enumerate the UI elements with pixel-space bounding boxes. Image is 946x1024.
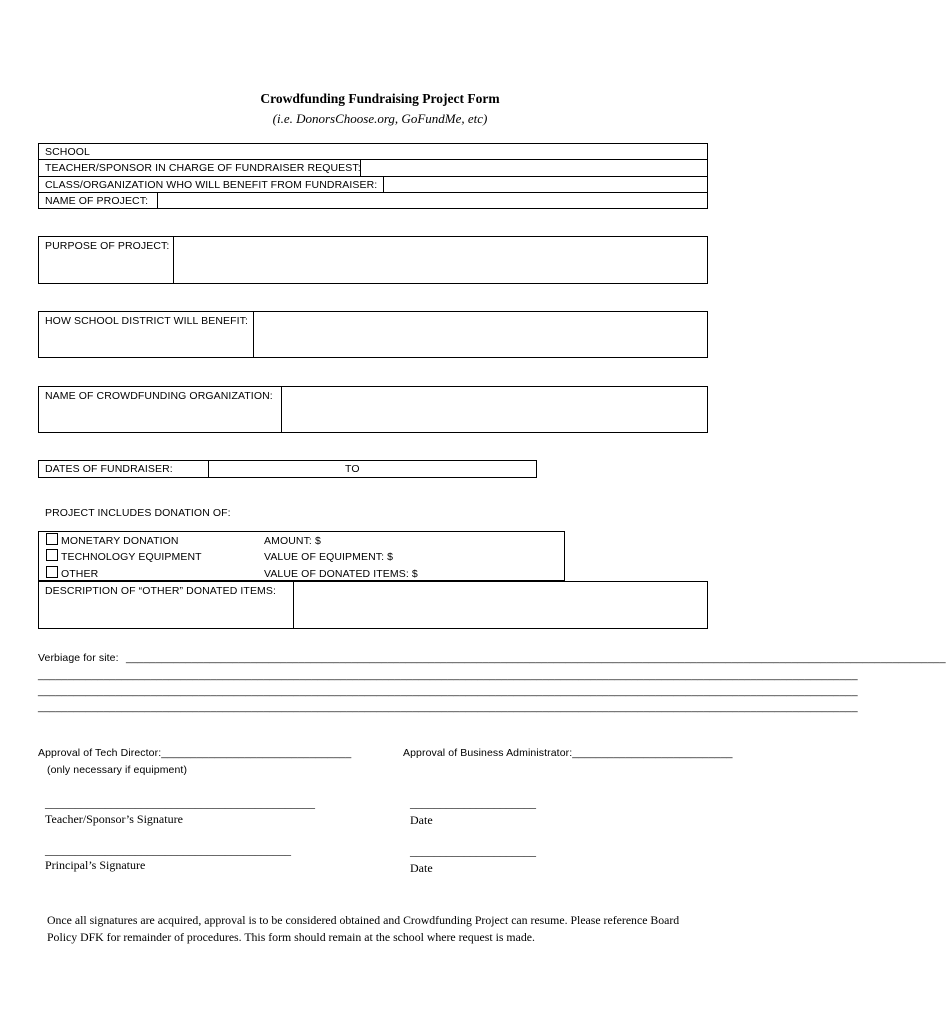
principal-signature-label: Principal’s Signature [45, 858, 146, 872]
dates-label: DATES OF FUNDRAISER: [45, 463, 173, 475]
teacher-date-label: Date [410, 813, 433, 827]
principal-date-label: Date [410, 861, 433, 875]
end-date-input[interactable] [362, 461, 536, 477]
purpose-input[interactable] [174, 237, 707, 283]
form-subtitle: (i.e. DonorsChoose.org, GoFundMe, etc) [272, 111, 488, 126]
monetary-label: MONETARY DONATION [61, 535, 179, 547]
other-label: OTHER [61, 568, 99, 580]
org-label: NAME OF CROWDFUNDING ORGANIZATION: [45, 390, 273, 402]
teacher-signature-label: Teacher/Sponsor’s Signature [45, 812, 183, 826]
form-title: Crowdfunding Fundraising Project Form [260, 91, 500, 106]
teacher-date-line[interactable]: _____________________ [410, 796, 536, 810]
principal-signature-line[interactable]: _________________________________________ [45, 843, 291, 857]
dates-to-label: TO [345, 463, 360, 475]
footer-line-1: Once all signatures are acquired, approval is to be considered obtained and Crowdfunding Project can resume. Please reference Board [47, 913, 680, 927]
school-label: SCHOOL [45, 146, 90, 158]
tech-director-note: (only necessary if equipment) [47, 764, 188, 776]
monetary-checkbox[interactable] [46, 533, 58, 545]
org-input[interactable] [282, 387, 707, 432]
donation-heading: PROJECT INCLUDES DONATION OF: [45, 507, 231, 519]
purpose-label: PURPOSE OF PROJECT: [45, 240, 170, 252]
verbiage-line[interactable]: __________________________________________________________________________________________________________________________________________ [126, 652, 946, 664]
principal-date-line[interactable]: _____________________ [410, 844, 536, 858]
technology-checkbox[interactable] [46, 549, 58, 561]
project-name-input[interactable] [158, 193, 707, 208]
teacher-input[interactable] [361, 160, 707, 175]
teacher-signature-line[interactable]: _____________________________________________ [45, 796, 315, 810]
tech-director-approval[interactable]: Approval of Tech Director:________________________________ [38, 747, 352, 759]
equipment-value-label: VALUE OF EQUIPMENT: $ [264, 551, 394, 563]
verbiage-line[interactable]: __________________________________________________________________________________________________________________________________________ [38, 701, 858, 713]
amount-label: AMOUNT: $ [264, 535, 321, 547]
verbiage-line[interactable]: __________________________________________________________________________________________________________________________________________ [38, 669, 858, 681]
verbiage-label: Verbiage for site: [38, 652, 119, 664]
business-admin-approval[interactable]: Approval of Business Administrator:___________________________ [403, 747, 733, 759]
other-description-label: DESCRIPTION OF “OTHER” DONATED ITEMS: [45, 585, 277, 597]
technology-label: TECHNOLOGY EQUIPMENT [61, 551, 202, 563]
start-date-input[interactable] [209, 461, 339, 477]
class-org-input[interactable] [384, 177, 707, 191]
teacher-label: TEACHER/SPONSOR IN CHARGE OF FUNDRAISER REQUEST: [45, 162, 361, 174]
items-value-label: VALUE OF DONATED ITEMS: $ [264, 568, 418, 580]
other-description-input[interactable] [294, 582, 707, 628]
verbiage-line[interactable]: __________________________________________________________________________________________________________________________________________ [38, 685, 858, 697]
project-name-label: NAME OF PROJECT: [45, 195, 149, 207]
benefit-input[interactable] [254, 312, 707, 357]
other-checkbox[interactable] [46, 566, 58, 578]
benefit-label: HOW SCHOOL DISTRICT WILL BENEFIT: [45, 315, 249, 327]
footer-line-2: Policy DFK for remainder of procedures. This form should remain at the school where request is made. [47, 930, 535, 944]
class-org-label: CLASS/ORGANIZATION WHO WILL BENEFIT FROM FUNDRAISER: [45, 179, 378, 191]
